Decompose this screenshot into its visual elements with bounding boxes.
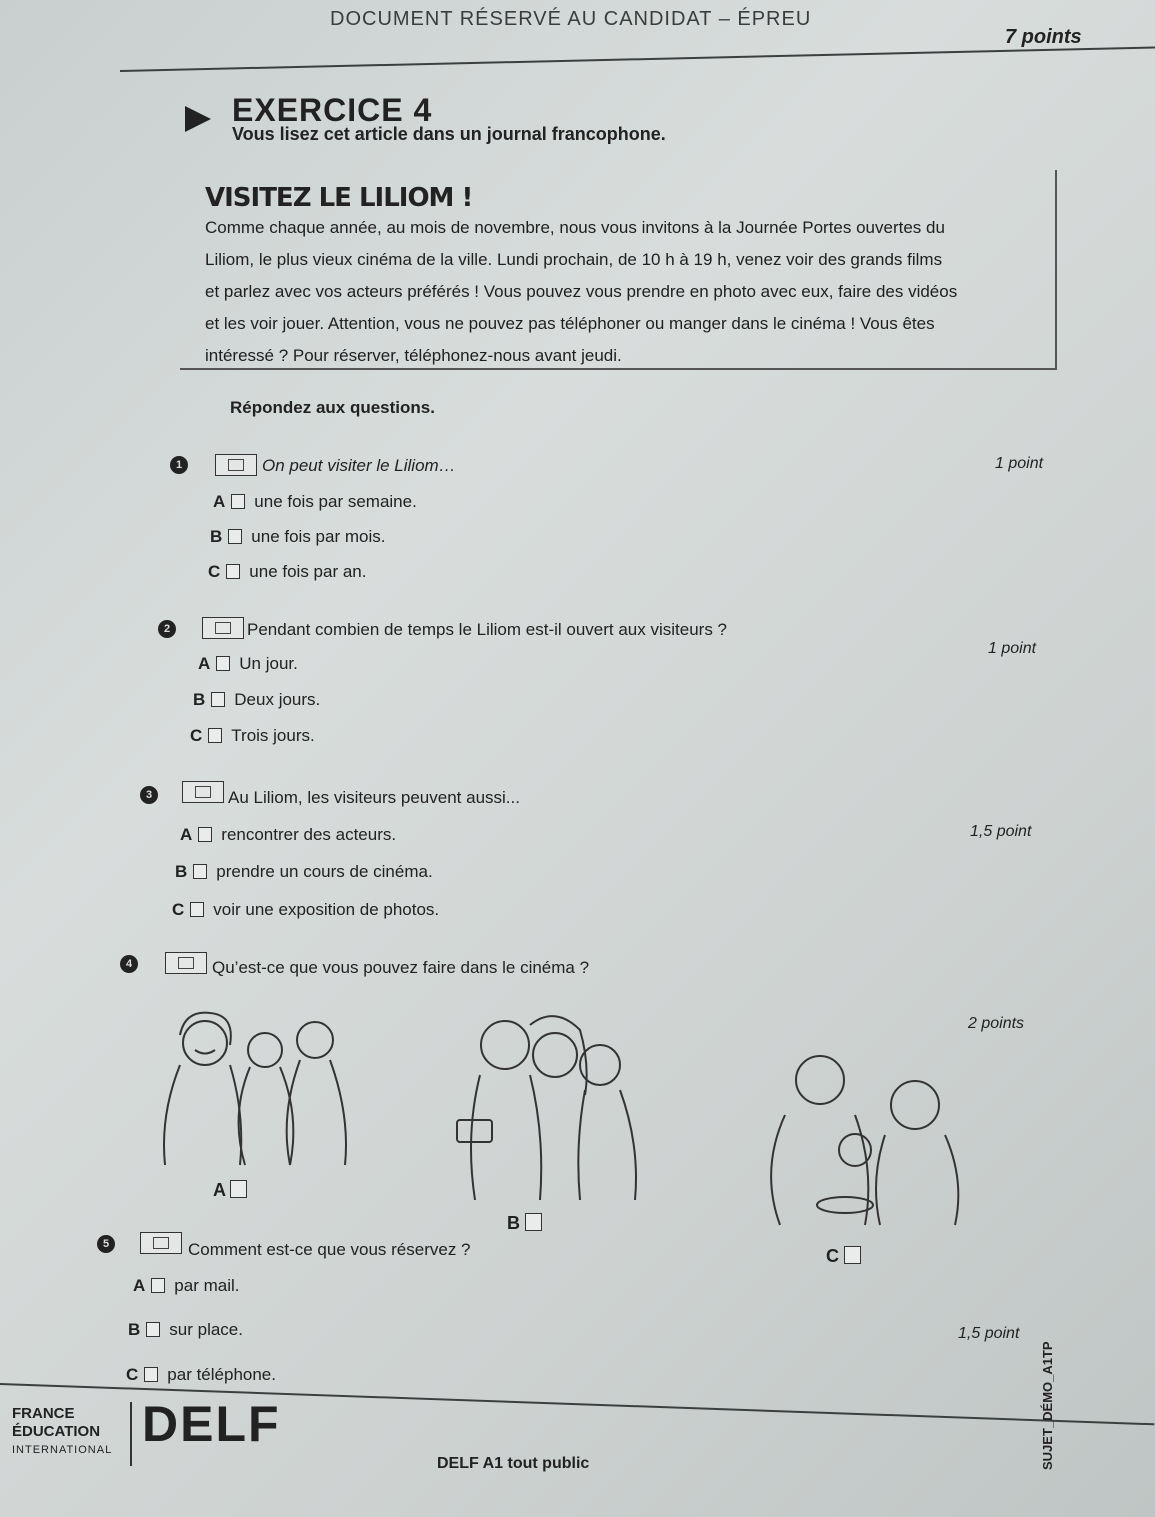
logo-line: INTERNATIONAL	[12, 1444, 113, 1456]
question-number: 3	[140, 786, 158, 804]
exercise-subtitle: Vous lisez cet article dans un journal francophone.	[232, 124, 666, 144]
checkbox[interactable]	[190, 902, 204, 917]
option-text: Deux jours.	[234, 690, 321, 709]
question-points: 1 point	[988, 640, 1037, 657]
option-b[interactable]	[128, 1320, 243, 1340]
delf-logo: DELF	[142, 1396, 281, 1452]
option-text: sur place.	[169, 1320, 243, 1339]
question-number: 2	[158, 620, 176, 638]
picture-c-label[interactable]	[826, 1246, 870, 1267]
option-letter: A	[198, 654, 211, 673]
option-letter: A	[180, 825, 193, 844]
illustration-b	[445, 1005, 645, 1210]
option-letter: B	[507, 1213, 520, 1233]
checkbox[interactable]	[216, 656, 230, 671]
option-letter: C	[190, 726, 203, 745]
option-letter: C	[208, 562, 221, 581]
option-a[interactable]	[180, 825, 396, 845]
article-line: Liliom, le plus vieux cinéma de la ville. Lundi prochain, de 10 h à 19 h, venez voir des grands films	[205, 250, 943, 269]
question-text: On peut visiter le Liliom…	[262, 456, 456, 475]
checkbox[interactable]	[146, 1322, 160, 1337]
checkbox[interactable]	[151, 1278, 165, 1293]
option-text: une fois par an.	[249, 562, 367, 581]
exercise-arrow-icon	[185, 106, 211, 132]
option-letter: B	[175, 862, 188, 881]
question-number: 1	[170, 456, 188, 474]
header-divider	[120, 46, 1155, 72]
option-text: Trois jours.	[231, 726, 315, 745]
france-education-logo	[12, 1405, 112, 1459]
checkbox[interactable]	[226, 564, 240, 579]
option-text: par mail.	[174, 1276, 240, 1295]
exam-name: DELF A1 tout public	[437, 1455, 590, 1472]
article-body	[205, 212, 1047, 372]
illustration-a	[150, 1005, 360, 1180]
option-b[interactable]	[175, 862, 433, 882]
header-text: DOCUMENT RÉSERVÉ AU CANDIDAT – ÉPREU	[330, 8, 812, 30]
article-title: VISITEZ LE LILIOM !	[205, 183, 473, 213]
question-text: Comment est-ce que vous réservez ?	[188, 1240, 471, 1259]
checkbox[interactable]	[193, 864, 207, 879]
question-number: 5	[97, 1235, 115, 1253]
question-points: 1,5 point	[958, 1325, 1020, 1342]
article-line: intéressé ? Pour réserver, téléphonez-nous avant jeudi.	[205, 346, 622, 365]
option-letter: A	[213, 492, 226, 511]
option-text: par téléphone.	[167, 1365, 276, 1384]
option-b[interactable]	[193, 690, 320, 710]
reading-icon	[140, 1232, 182, 1254]
question-text: Pendant combien de temps le Liliom est-il ouvert aux visiteurs ?	[247, 620, 728, 639]
option-text: voir une exposition de photos.	[213, 900, 440, 919]
option-letter: A	[213, 1180, 226, 1200]
option-letter: B	[210, 527, 223, 546]
option-c[interactable]	[126, 1365, 276, 1385]
question-points: 1 point	[995, 455, 1044, 472]
checkbox[interactable]	[228, 529, 242, 544]
checkbox[interactable]	[844, 1246, 861, 1264]
article-line: et parlez avec vos acteurs préférés ! Vous pouvez vous prendre en photo avec eux, faire des vidéos	[205, 282, 958, 301]
checkbox[interactable]	[208, 728, 222, 743]
reading-icon	[215, 454, 257, 476]
checkbox[interactable]	[144, 1367, 158, 1382]
option-c[interactable]	[190, 726, 315, 746]
article-line: Comme chaque année, au mois de novembre, nous vous invitons à la Journée Portes ouvertes du	[205, 218, 945, 237]
option-a[interactable]	[133, 1276, 239, 1296]
option-letter: B	[193, 690, 206, 709]
illustration-c	[755, 1040, 965, 1235]
subject-code: SUJET_DÉMO_A1TP	[1040, 1341, 1055, 1470]
total-points: 7 points	[1005, 26, 1082, 48]
option-letter: B	[128, 1320, 141, 1339]
checkbox[interactable]	[230, 1180, 247, 1198]
option-text: Un jour.	[239, 654, 298, 673]
checkbox[interactable]	[231, 494, 245, 509]
instructions: Répondez aux questions.	[230, 398, 435, 417]
option-letter: A	[133, 1276, 146, 1295]
question-points: 2 points	[968, 1015, 1025, 1032]
picture-b-label[interactable]	[507, 1213, 551, 1234]
reading-icon	[202, 617, 244, 639]
option-a[interactable]	[198, 654, 298, 674]
option-text: prendre un cours de cinéma.	[216, 862, 433, 881]
question-text: Qu’est-ce que vous pouvez faire dans le cinéma ?	[212, 958, 590, 977]
logo-line: FRANCE	[12, 1405, 75, 1422]
checkbox[interactable]	[525, 1213, 542, 1231]
option-text: rencontrer des acteurs.	[221, 825, 397, 844]
question-text: Au Liliom, les visiteurs peuvent aussi...	[228, 788, 520, 807]
checkbox[interactable]	[211, 692, 225, 707]
option-c[interactable]	[208, 562, 366, 582]
option-letter: C	[172, 900, 185, 919]
option-a[interactable]	[213, 492, 417, 512]
reading-icon	[165, 952, 207, 974]
article-line: et les voir jouer. Attention, vous ne pouvez pas téléphoner ou manger dans le cinéma ! Vous êtes	[205, 314, 935, 333]
exercise-title: EXERCICE 4	[232, 92, 433, 128]
checkbox[interactable]	[198, 827, 212, 842]
logo-separator	[130, 1402, 132, 1466]
reading-icon	[182, 781, 224, 803]
option-letter: C	[126, 1365, 139, 1384]
logo-line: ÉDUCATION	[12, 1423, 101, 1440]
option-letter: C	[826, 1246, 839, 1266]
option-text: une fois par semaine.	[254, 492, 417, 511]
option-b[interactable]	[210, 527, 385, 547]
picture-a-label[interactable]	[213, 1180, 256, 1201]
question-points: 1,5 point	[970, 823, 1032, 840]
question-number: 4	[120, 955, 138, 973]
option-c[interactable]	[172, 900, 439, 920]
option-text: une fois par mois.	[251, 527, 386, 546]
